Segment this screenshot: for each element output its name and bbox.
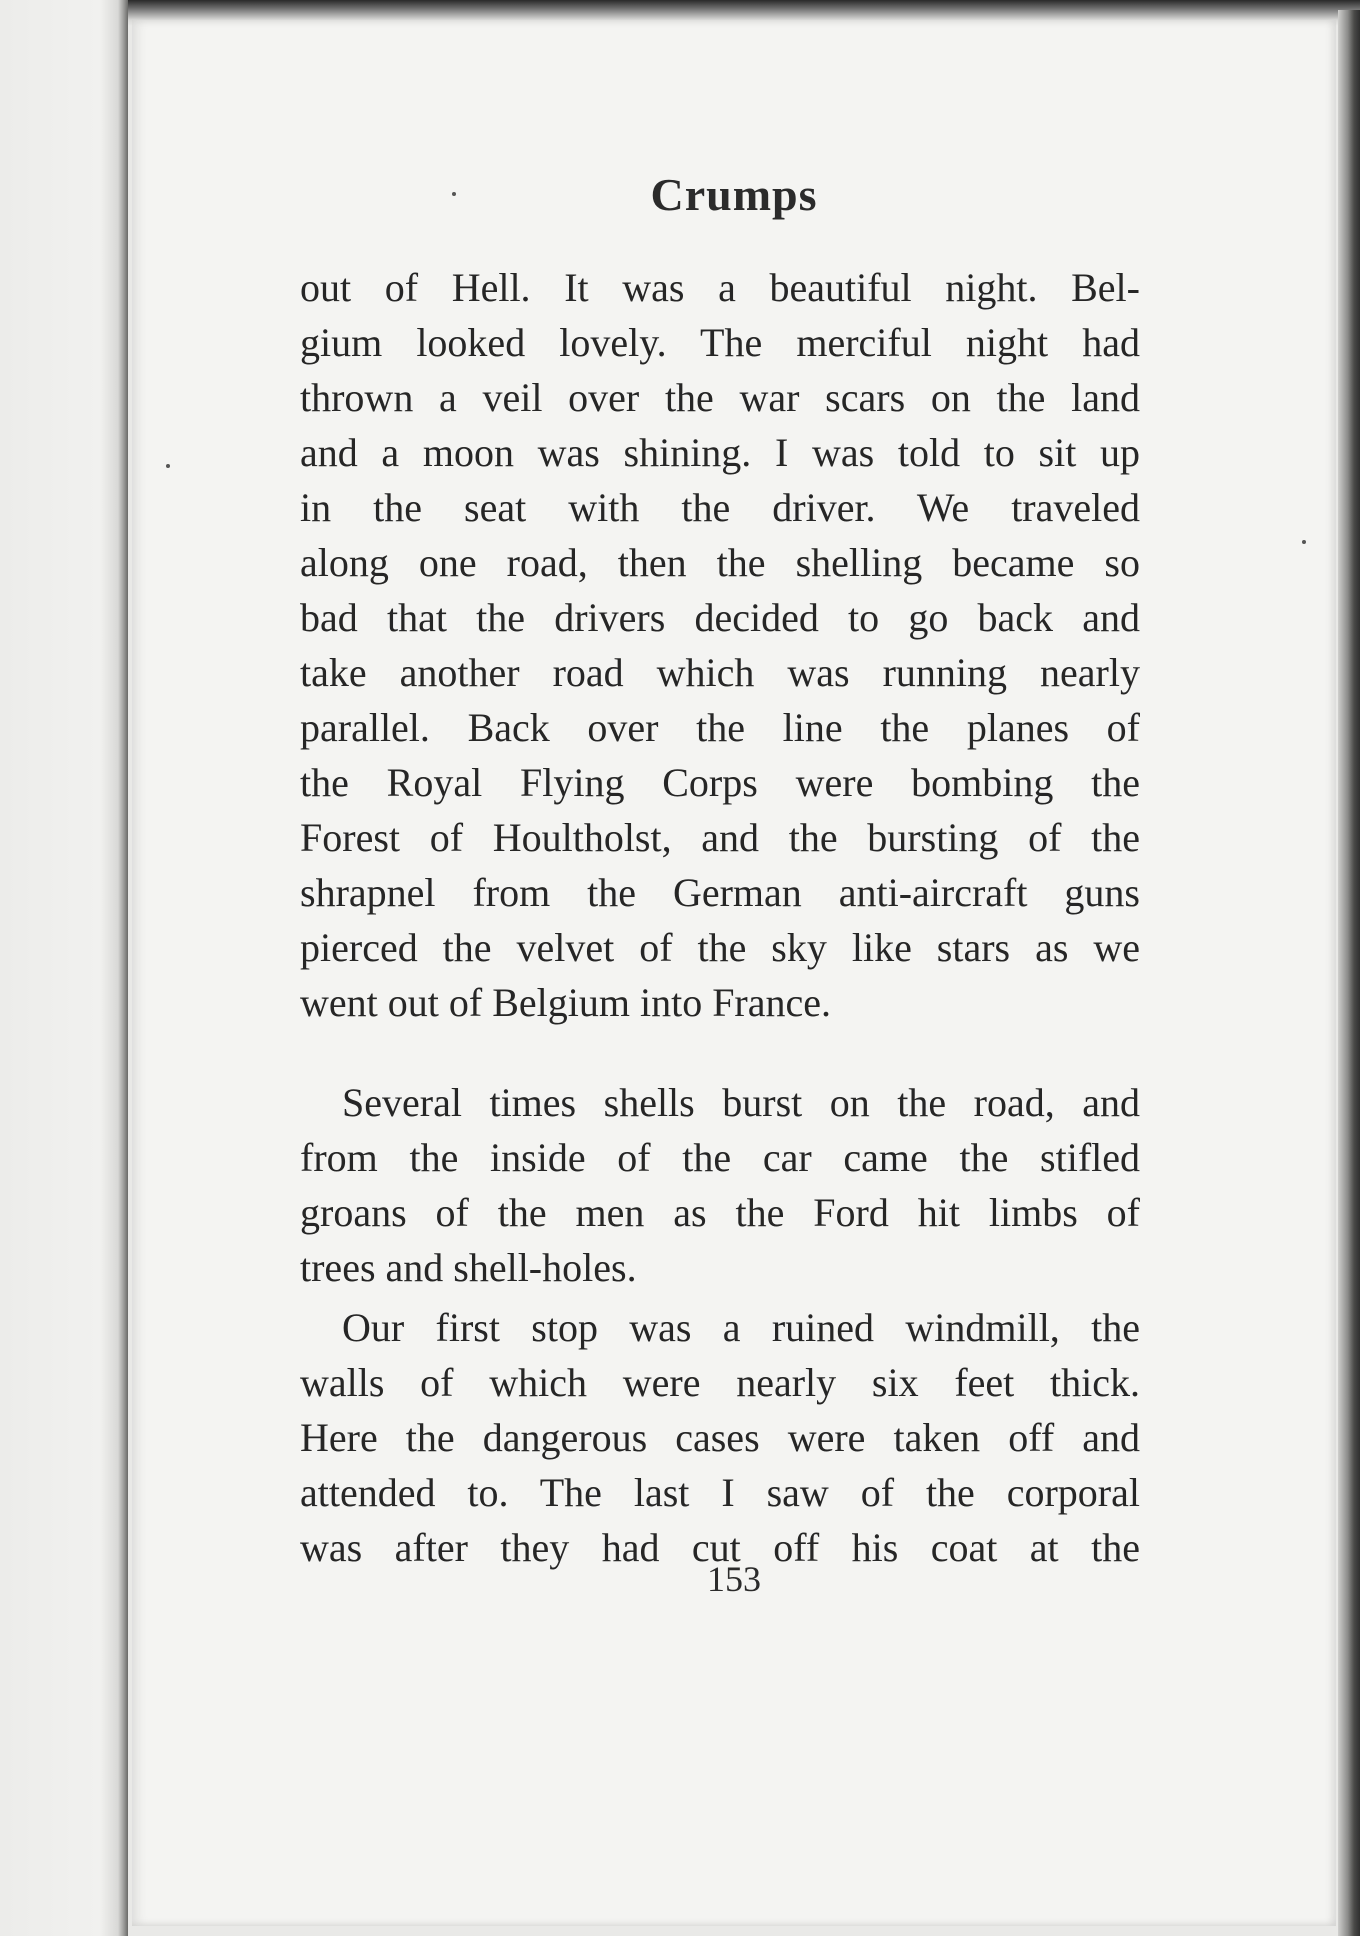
text-line: parallel. Back over the line the planes of xyxy=(300,705,1140,750)
text-line: pierced the velvet of the sky like stars as we xyxy=(300,925,1140,970)
text-line: Our first stop was a ruined windmill, the xyxy=(342,1305,1140,1350)
scan-speck xyxy=(166,464,170,468)
text-line: attended to. The last I saw of the corporal xyxy=(300,1470,1140,1515)
book-page xyxy=(132,20,1336,1926)
book-right-edge xyxy=(1338,10,1360,1936)
text-line: along one road, then the shelling became so xyxy=(300,540,1140,585)
page-number: 153 xyxy=(707,1559,761,1599)
text-line: thrown a veil over the war scars on the land xyxy=(300,375,1140,420)
text-line: in the seat with the driver. We traveled xyxy=(300,485,1140,530)
text-line: Several times shells burst on the road, and xyxy=(342,1080,1140,1125)
text-line: Forest of Houltholst, and the bursting of the xyxy=(300,815,1140,860)
text-line: Here the dangerous cases were taken off and xyxy=(300,1415,1140,1460)
text-line: out of Hell. It was a beautiful night. Bel- xyxy=(300,265,1140,310)
running-head: Crumps xyxy=(650,169,818,220)
body-text xyxy=(300,260,1140,1575)
text-line: went out of Belgium into France. xyxy=(300,980,832,1025)
text-line: trees and shell-holes. xyxy=(300,1245,637,1290)
text-line: gium looked lovely. The merciful night had xyxy=(300,320,1140,365)
scan-speck xyxy=(1302,540,1306,544)
text-line: groans of the men as the Ford hit limbs of xyxy=(300,1190,1140,1235)
text-line: bad that the drivers decided to go back and xyxy=(300,595,1140,640)
book-gutter xyxy=(0,0,128,1936)
paragraph-gap xyxy=(300,1030,1140,1075)
text-line: walls of which were nearly six feet thick. xyxy=(300,1360,1140,1405)
text-line: and a moon was shining. I was told to sit up xyxy=(300,430,1140,475)
scan-speck xyxy=(452,192,456,196)
text-line: was after they had cut off his coat at the xyxy=(300,1525,1140,1570)
paragraph-1 xyxy=(300,260,1140,1030)
text-line: shrapnel from the German anti-aircraft guns xyxy=(300,870,1140,915)
text-line: take another road which was running nearly xyxy=(300,650,1140,695)
text-line: from the inside of the car came the stifled xyxy=(300,1135,1140,1180)
paragraph-2 xyxy=(300,1075,1140,1295)
text-line: the Royal Flying Corps were bombing the xyxy=(300,760,1140,805)
paragraph-3 xyxy=(300,1300,1140,1575)
